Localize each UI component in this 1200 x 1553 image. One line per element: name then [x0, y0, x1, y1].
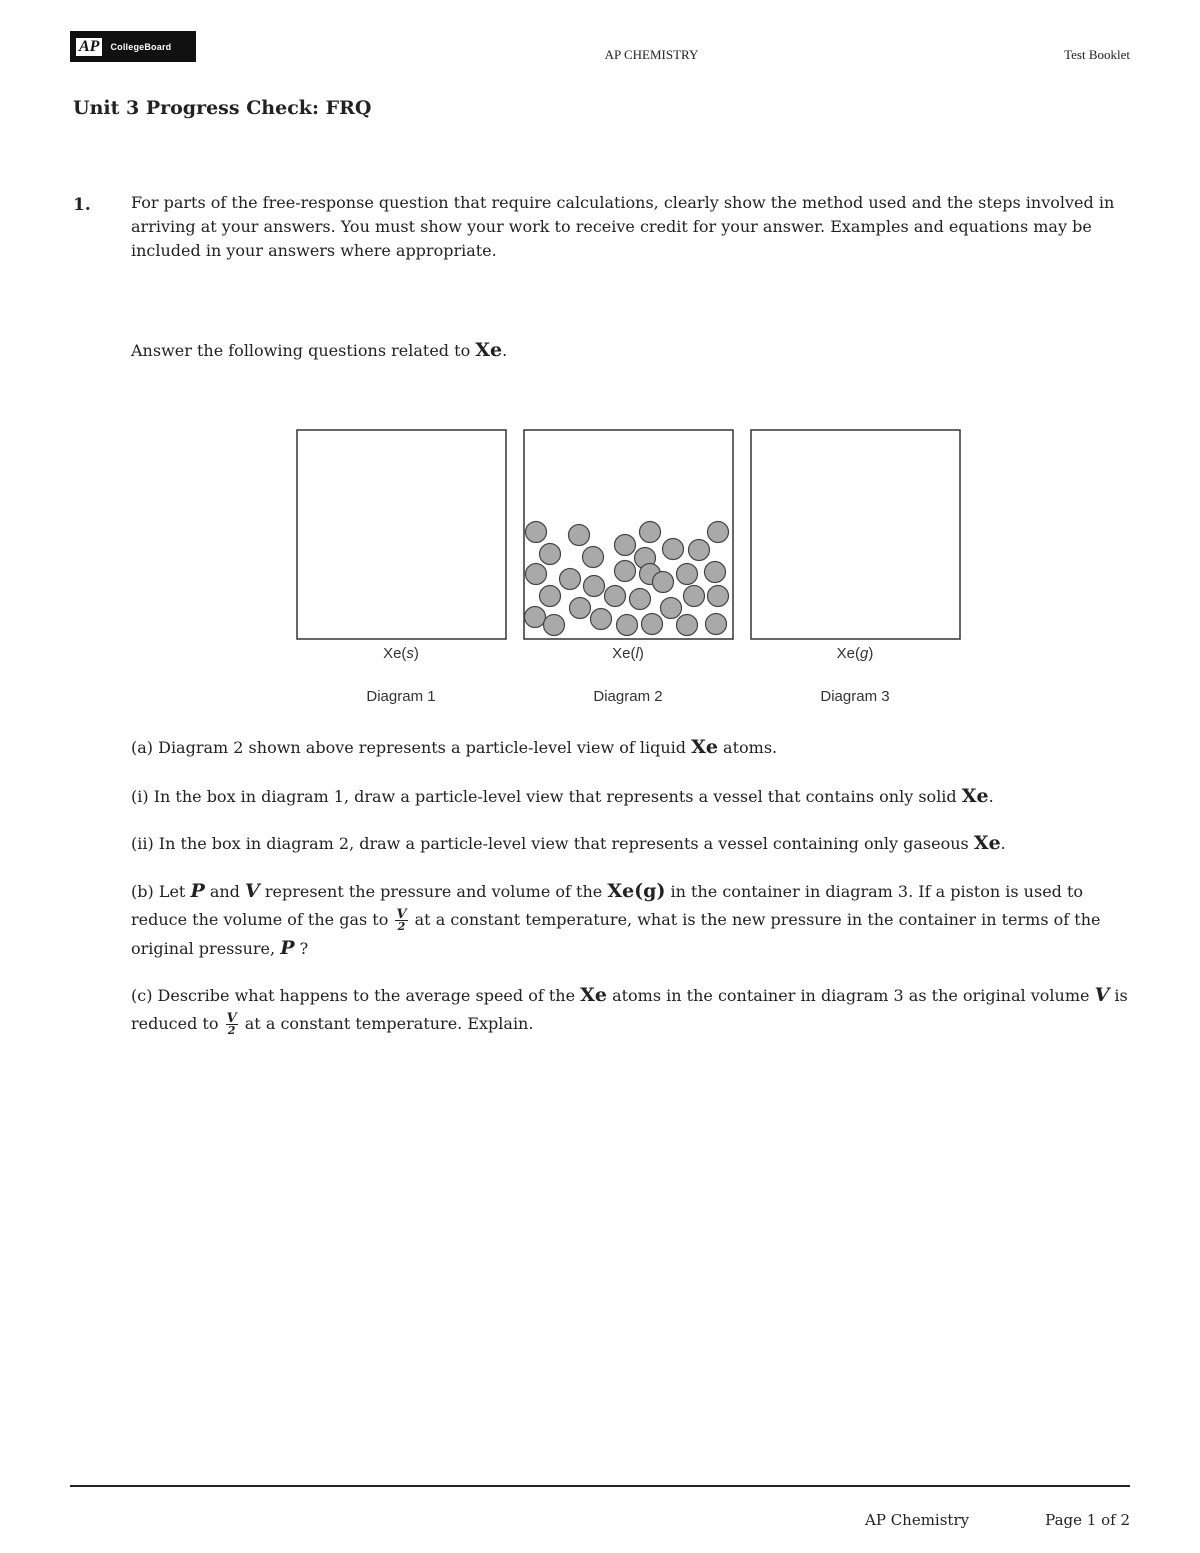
- question-intro: Answer the following questions related to Xe.: [131, 339, 508, 361]
- fraction-numerator: V: [396, 906, 407, 922]
- xe-atom: [642, 614, 663, 635]
- logo-collegeboard-text: CollegeBoard: [110, 41, 172, 52]
- pressure-variable: P: [190, 880, 205, 902]
- question-instructions: For parts of the free-response question that require calculations, clearly show the method used and the steps involved in arriving at your answers. You must show your work to receive credit for your answer. Examples and equations may be included in your answers where appropriate.: [131, 193, 1115, 260]
- element-symbol: Xe: [973, 832, 1001, 854]
- v-over-2-fraction: [395, 906, 407, 933]
- diagram-1-label: Diagram 1: [366, 688, 436, 705]
- xe-atom: [630, 589, 651, 610]
- element-symbol: Xe: [691, 736, 718, 758]
- part-a-ii-text: (ii) In the box in diagram 2, draw a particle-level view that represents a vessel containing only gaseous: [131, 834, 969, 853]
- fraction-denominator: 2: [227, 1023, 236, 1037]
- particle-diagrams: [295, 428, 965, 713]
- xe-atom: [591, 609, 612, 630]
- diagram-3-box: [751, 430, 960, 639]
- element-symbol: Xe: [961, 785, 989, 807]
- xe-atom: [684, 586, 705, 607]
- volume-variable: V: [245, 880, 260, 902]
- diagram-3-label: Diagram 3: [820, 688, 890, 705]
- footer-page-number: Page 1 of 2: [1045, 1511, 1130, 1529]
- part-c-text: atoms in the container in diagram 3 as the original volume: [612, 986, 1090, 1005]
- part-b-text: at a constant temperature, what is the new pressure in the container in terms of the original pressure,: [131, 910, 1101, 958]
- xe-atom: [708, 586, 729, 607]
- diagram-2-state-label: Xe(l): [612, 645, 644, 662]
- xe-atom: [584, 576, 605, 597]
- xe-atom: [526, 522, 547, 543]
- xe-atom: [569, 525, 590, 546]
- xe-atom: [544, 615, 565, 636]
- part-b-text: ?: [299, 939, 309, 958]
- part-a-text-end: atoms.: [723, 738, 778, 757]
- part-b-text: in the container in diagram 3. If a piston is used to reduce the volume of the gas to: [131, 882, 1084, 929]
- logo-ap-mark: AP: [76, 38, 102, 56]
- part-a-ii: [131, 831, 1131, 856]
- part-c: [131, 981, 1131, 1038]
- part-c-text: at a constant temperature. Explain.: [244, 1014, 534, 1033]
- part-a: [131, 735, 1131, 760]
- xe-atom: [525, 607, 546, 628]
- diagram-2-box: [524, 430, 733, 639]
- part-a-text: (a) Diagram 2 shown above represents a particle-level view of liquid: [131, 738, 687, 757]
- part-b-text: (b) Let: [131, 882, 186, 901]
- xe-atom: [570, 598, 591, 619]
- pressure-variable: P: [280, 937, 295, 959]
- diagram-1-state-label: Xe(s): [383, 645, 419, 662]
- xe-atom: [583, 547, 604, 568]
- xe-atom: [617, 615, 638, 636]
- xe-atom: [689, 540, 710, 561]
- diagram-2-label: Diagram 2: [593, 688, 663, 705]
- part-a-ii-end: .: [1000, 834, 1006, 853]
- xe-atom: [663, 539, 684, 560]
- footer-rule: [70, 1485, 1130, 1487]
- v-over-2-fraction: [226, 1010, 238, 1037]
- xe-atom: [540, 586, 561, 607]
- diagram-1-box: [297, 430, 506, 639]
- xe-gas-species: Xe(g): [607, 880, 666, 902]
- xe-atom: [653, 572, 674, 593]
- header-subject: AP CHEMISTRY: [604, 47, 699, 62]
- xe-atom: [615, 561, 636, 582]
- xe-atom: [706, 614, 727, 635]
- diagram-3-state-label: Xe(g): [836, 645, 874, 662]
- footer-subject: AP Chemistry: [865, 1511, 970, 1529]
- xe-atom: [640, 522, 661, 543]
- element-symbol: Xe: [475, 339, 503, 361]
- xe-atom: [526, 564, 547, 585]
- part-c-text: (c) Describe what happens to the average speed of the: [131, 986, 576, 1005]
- volume-variable: V: [1094, 984, 1110, 1006]
- xe-atom: [677, 564, 698, 585]
- part-b-text: represent the pressure and volume of the: [264, 882, 603, 901]
- part-b-text: and: [209, 882, 240, 901]
- part-c-text: is reduced to: [131, 986, 1128, 1033]
- xe-atom: [615, 535, 636, 556]
- question-number: 1.: [73, 195, 91, 215]
- fraction-numerator: V: [226, 1010, 237, 1026]
- xe-atom: [560, 569, 581, 590]
- intro-text: Answer the following questions related to: [131, 341, 471, 360]
- page-title: Unit 3 Progress Check: FRQ: [73, 97, 372, 119]
- part-a-i: [131, 784, 1131, 809]
- header-booklet: Test Booklet: [1064, 47, 1130, 62]
- xe-atom: [661, 598, 682, 619]
- xe-atom: [677, 615, 698, 636]
- fraction-denominator: 2: [397, 919, 406, 933]
- xe-atom: [605, 586, 626, 607]
- xe-atom: [705, 562, 726, 583]
- part-b: [131, 877, 1131, 963]
- xe-atom: [540, 544, 561, 565]
- part-a-i-text: (i) In the box in diagram 1, draw a particle-level view that represents a vessel that contains only solid: [131, 787, 957, 806]
- xe-atom: [708, 522, 729, 543]
- part-a-i-end: .: [988, 787, 994, 806]
- element-symbol: Xe: [580, 984, 607, 1006]
